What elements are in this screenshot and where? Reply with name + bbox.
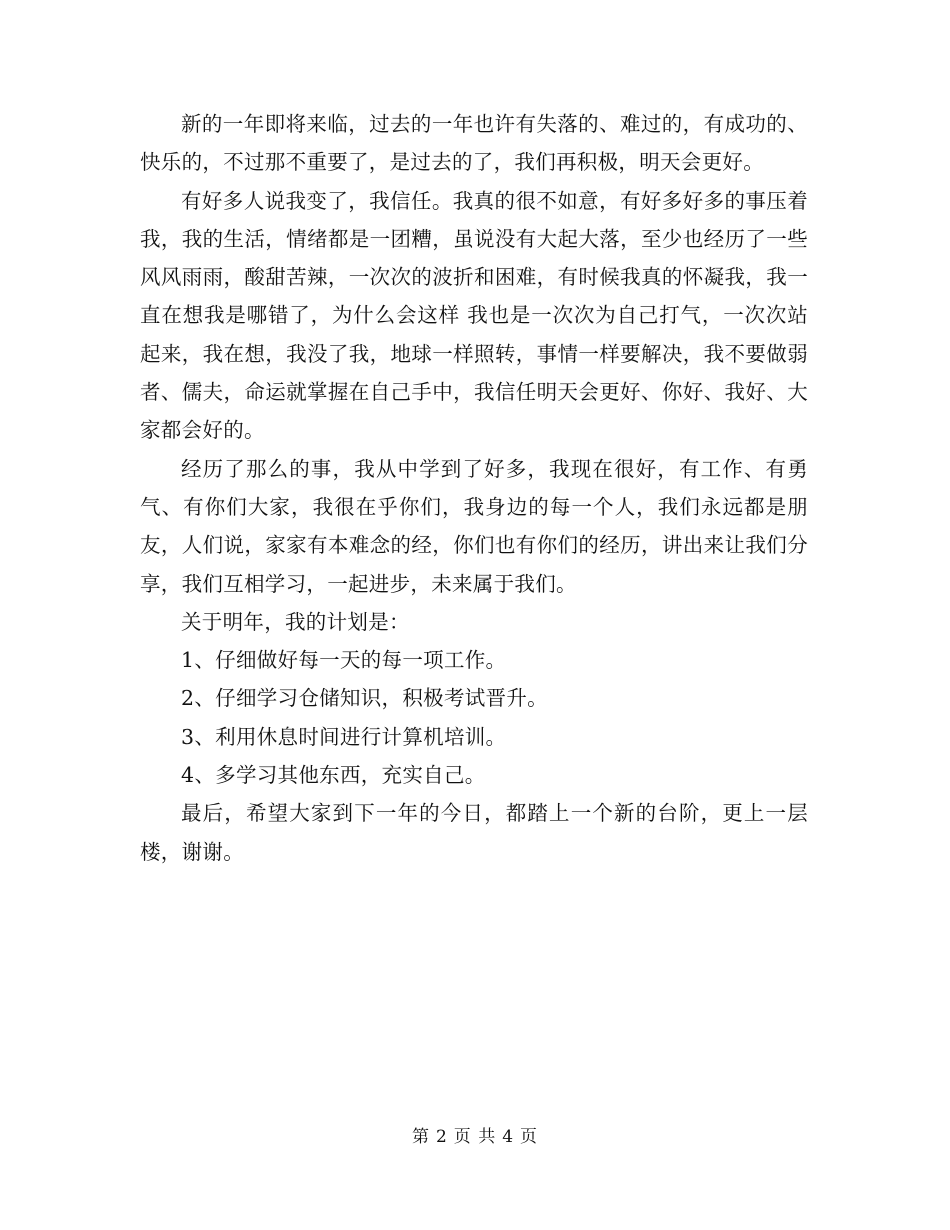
footer-prefix: 第: [411, 1127, 430, 1147]
paragraph-changes: 有好多人说我变了，我信任。我真的很不如意，有好多好多的事压着我，我的生活，情绪都是一团糟，虽说没有大起大落，至少也经历了一些风风雨雨，酸甜苦辣，一次次的波折和困难，有时候我真的怀凝我，我一直在想我是哪错了，为什么会这样 我也是一次次为自己打气，一次次站起来，我在想，我没了我，地球一样照转，事情一样要解决，我不要做弱者、儒夫，命运就掌握在自己手中，我信任明天会更好、你好、我好、大家都会好的。: [140, 188, 808, 443]
document-body: [140, 105, 808, 871]
plan-item-4: 4、多学习其他东西，充实自己。: [181, 763, 486, 788]
footer-total-pages: 4: [502, 1127, 515, 1147]
plan-item-2: 2、仔细学习仓储知识，积极考试晋升。: [181, 686, 548, 711]
page-footer: [0, 1122, 950, 1147]
plan-item-3: 3、利用休息时间进行计算机培训。: [181, 724, 507, 749]
paragraph-closing: 最后，希望大家到下一年的今日，都踏上一个新的台阶，更上一层楼，谢谢。: [140, 801, 808, 864]
footer-current-page: 2: [435, 1127, 448, 1147]
paragraph-plan-intro: 关于明年，我的计划是：: [181, 609, 410, 634]
paragraph-experience: 经历了那么的事，我从中学到了好多，我现在很好，有工作、有勇气、有你们大家，我很在乎你们，我身边的每一个人，我们永远都是朋友，人们说，家家有本难念的经，你们也有你们的经历，讲出来让我们分享，我们互相学习，一起进步，未来属于我们。: [140, 456, 808, 596]
footer-middle: 页 共: [453, 1127, 497, 1147]
footer-suffix: 页: [520, 1127, 539, 1147]
plan-item-1: 1、仔细做好每一天的每一项工作。: [181, 648, 507, 673]
paragraph-new-year: 新的一年即将来临，过去的一年也许有失落的、难过的，有成功的、快乐的，不过那不重要了，是过去的了，我们再积极，明天会更好。: [140, 112, 808, 175]
